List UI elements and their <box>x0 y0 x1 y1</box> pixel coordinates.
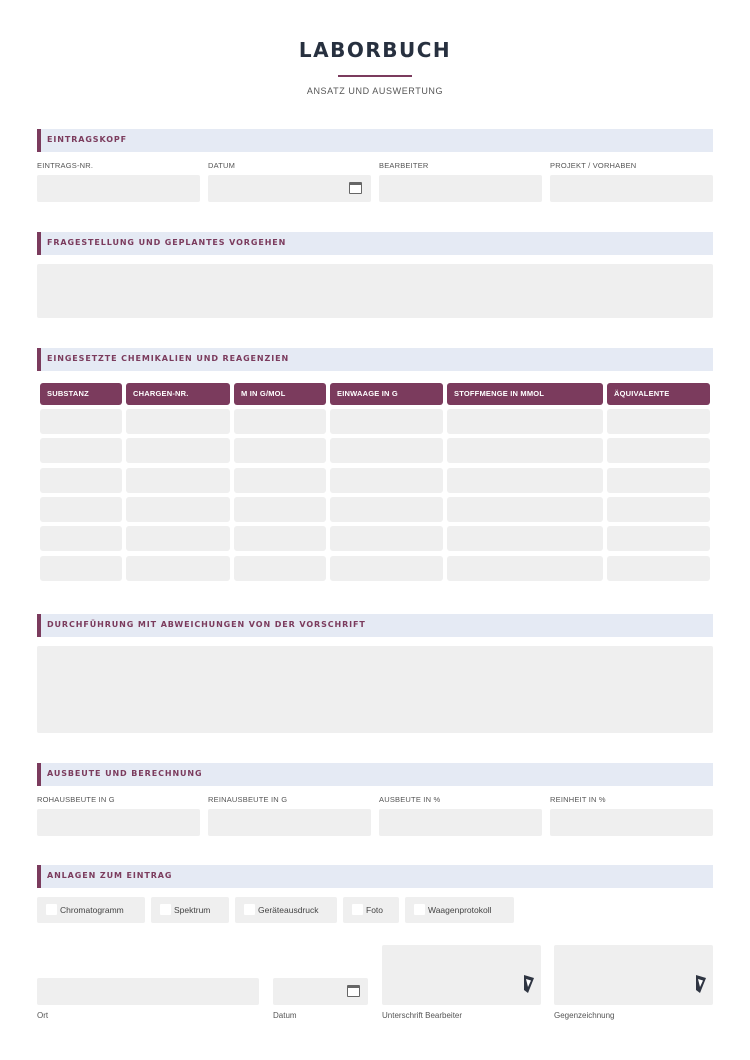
table-cell[interactable] <box>40 497 122 522</box>
table-cell[interactable] <box>607 526 710 551</box>
table-cell[interactable] <box>447 497 603 522</box>
section-title: EINTRAGSKOPF <box>47 135 128 144</box>
section-header-attachments <box>37 865 713 888</box>
col-header-amount: STOFFMENGE IN MMOL <box>447 383 603 405</box>
table-cell[interactable] <box>234 468 326 493</box>
table-cell[interactable] <box>234 526 326 551</box>
table-cell[interactable] <box>126 438 230 463</box>
table-cell[interactable] <box>126 526 230 551</box>
label-entry-no: EINTRAGS-NR. <box>37 161 94 170</box>
label-place: Ort <box>37 1011 49 1020</box>
checkbox[interactable] <box>244 904 255 915</box>
calendar-icon[interactable] <box>347 985 360 997</box>
section-header-entry <box>37 129 713 152</box>
attachment-spectrum[interactable] <box>151 897 229 923</box>
section-header-execution <box>37 614 713 637</box>
table-cell[interactable] <box>607 409 710 434</box>
label-yield-percent: AUSBEUTE IN % <box>379 795 441 804</box>
table-cell[interactable] <box>447 556 603 581</box>
table-cell[interactable] <box>607 556 710 581</box>
table-cell[interactable] <box>330 468 443 493</box>
table-cell[interactable] <box>330 556 443 581</box>
checkbox[interactable] <box>352 904 363 915</box>
section-title: AUSBEUTE UND BERECHNUNG <box>47 769 203 778</box>
place-field[interactable] <box>37 978 259 1005</box>
table-cell[interactable] <box>447 438 603 463</box>
table-cell[interactable] <box>330 409 443 434</box>
checkbox[interactable] <box>46 904 57 915</box>
table-cell[interactable] <box>234 438 326 463</box>
table-cell[interactable] <box>330 497 443 522</box>
label-signature-date: Datum <box>273 1011 297 1020</box>
label-project: PROJEKT / VORHABEN <box>550 161 637 170</box>
section-title: FRAGESTELLUNG UND GEPLANTES VORGEHEN <box>47 238 287 247</box>
section-title: EINGESETZTE CHEMIKALIEN UND REAGENZIEN <box>47 354 290 363</box>
attachment-device-printout[interactable] <box>235 897 337 923</box>
label-date: DATUM <box>208 161 236 170</box>
col-header-weight: EINWAAGE IN G <box>330 383 443 405</box>
attachment-photo[interactable] <box>343 897 399 923</box>
purity-field[interactable] <box>550 809 713 836</box>
table-cell[interactable] <box>607 468 710 493</box>
col-header-substance: SUBSTANZ <box>40 383 122 405</box>
table-cell[interactable] <box>40 468 122 493</box>
page-title: LABORBUCH <box>298 38 452 62</box>
calendar-icon[interactable] <box>349 182 362 194</box>
signature-date-field[interactable] <box>273 978 368 1005</box>
checkbox[interactable] <box>414 904 425 915</box>
section-title: DURCHFÜHRUNG MIT ABWEICHUNGEN VON DER VORSCHRIFT <box>47 620 366 629</box>
table-cell[interactable] <box>40 526 122 551</box>
attachment-chromatogram[interactable] <box>37 897 145 923</box>
label-raw-yield: ROHAUSBEUTE IN G <box>37 795 115 804</box>
table-cell[interactable] <box>126 497 230 522</box>
section-header-chemicals <box>37 348 713 371</box>
attachment-label: Geräteausdruck <box>258 905 319 915</box>
table-cell[interactable] <box>330 526 443 551</box>
project-field[interactable] <box>550 175 713 202</box>
pure-yield-field[interactable] <box>208 809 371 836</box>
attachment-scale-log[interactable] <box>405 897 514 923</box>
table-cell[interactable] <box>447 409 603 434</box>
label-editor: BEARBEITER <box>379 161 429 170</box>
attachment-label: Foto <box>366 905 384 915</box>
title-rule <box>338 75 412 77</box>
table-cell[interactable] <box>234 409 326 434</box>
table-cell[interactable] <box>330 438 443 463</box>
entry-no-field[interactable] <box>37 175 200 202</box>
countersignature-field[interactable] <box>554 945 713 1005</box>
yield-percent-field[interactable] <box>379 809 542 836</box>
col-header-molar-mass: M IN G/MOL <box>234 383 326 405</box>
page-subtitle: ANSATZ UND AUSWERTUNG <box>306 86 444 96</box>
editor-signature-field[interactable] <box>382 945 541 1005</box>
col-header-batch: CHARGEN-NR. <box>126 383 230 405</box>
section-header-question <box>37 232 713 255</box>
table-cell[interactable] <box>126 409 230 434</box>
table-cell[interactable] <box>40 438 122 463</box>
pen-icon <box>693 974 707 994</box>
raw-yield-field[interactable] <box>37 809 200 836</box>
table-cell[interactable] <box>447 468 603 493</box>
table-cell[interactable] <box>40 409 122 434</box>
date-field[interactable] <box>208 175 371 202</box>
attachment-label: Chromatogramm <box>60 905 124 915</box>
execution-textarea[interactable] <box>37 646 713 733</box>
editor-field[interactable] <box>379 175 542 202</box>
table-cell[interactable] <box>607 438 710 463</box>
table-cell[interactable] <box>234 556 326 581</box>
table-cell[interactable] <box>607 497 710 522</box>
attachment-label: Spektrum <box>174 905 211 915</box>
table-cell[interactable] <box>447 526 603 551</box>
section-title: ANLAGEN ZUM EINTRAG <box>47 871 173 880</box>
attachment-label: Waagenprotokoll <box>428 905 492 915</box>
table-cell[interactable] <box>126 468 230 493</box>
label-purity: REINHEIT IN % <box>550 795 606 804</box>
pen-icon <box>521 974 535 994</box>
label-editor-signature: Unterschrift Bearbeiter <box>382 1011 463 1020</box>
question-textarea[interactable] <box>37 264 713 318</box>
checkbox[interactable] <box>160 904 171 915</box>
table-cell[interactable] <box>40 556 122 581</box>
col-header-equivalents: ÄQUIVALENTE <box>607 383 710 405</box>
label-pure-yield: REINAUSBEUTE IN G <box>208 795 288 804</box>
label-countersignature: Gegenzeichnung <box>554 1011 615 1020</box>
table-cell[interactable] <box>234 497 326 522</box>
table-cell[interactable] <box>126 556 230 581</box>
section-header-yield <box>37 763 713 786</box>
